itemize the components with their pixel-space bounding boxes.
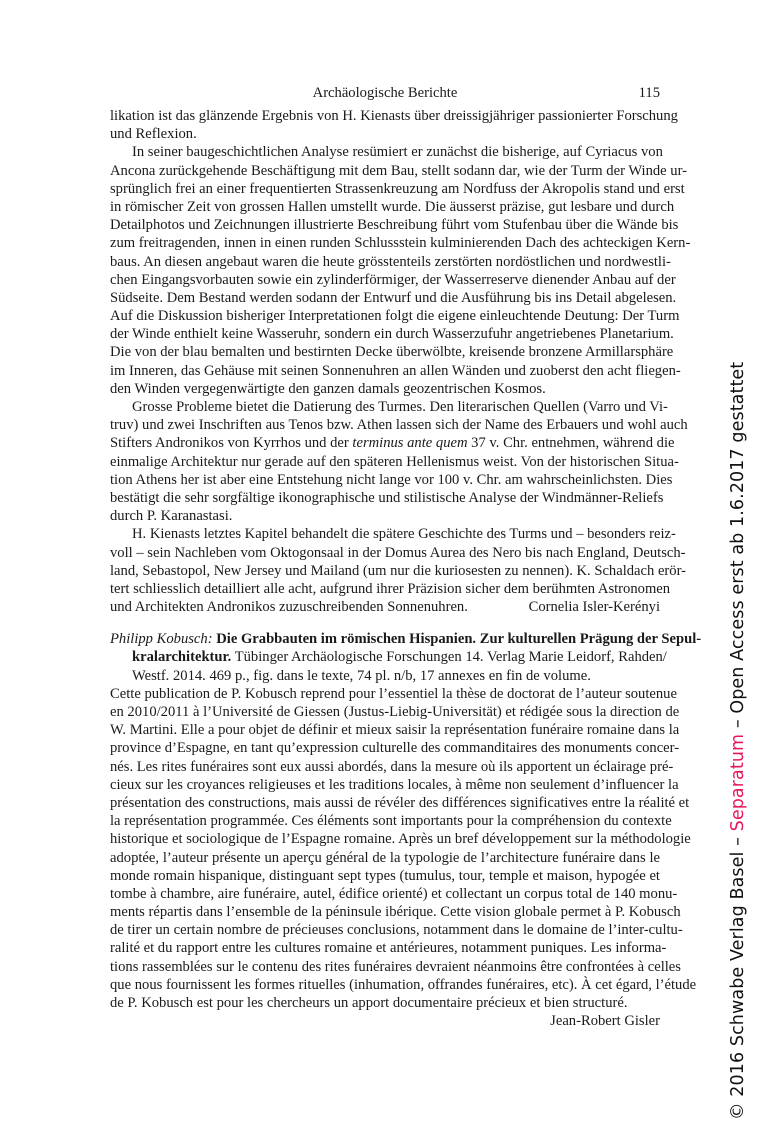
- copyright-text: © 2016 Schwabe Verlag Basel –: [728, 831, 748, 1120]
- section-gap: [110, 616, 660, 630]
- text-line: land, Sebastopol, New Jersey und Mailand (um nur die kuriosesten zu nennen). K. Schaldach erör-: [110, 562, 687, 579]
- text-line: tert schliesslich detailliert alle acht, aufgrund ihrer Präzision sicher dem berühmten Astronomen: [110, 580, 671, 597]
- review-turm-der-winde: [110, 107, 691, 616]
- text-line: que nous fournissent les formes rituelles (inhumation, offrandes funéraires, etc). À cet égard, l’étude: [110, 976, 697, 993]
- page-number: 115: [638, 85, 660, 101]
- document-page: [110, 84, 702, 1030]
- text-line: province d’Espagne, en tant qu’expression culturelle des commanditaires des monuments concer-: [110, 740, 680, 757]
- text-line: truv) und zwei Inschriften aus Tenos bzw. Athen lassen sich der Name des Erbauers und wohl auch: [110, 417, 688, 434]
- text-line: und Reflexion.: [110, 126, 197, 143]
- text-line: adoptée, l’auteur présente un aperçu général de la typologie de l’architecture funéraire dans le: [110, 849, 660, 866]
- text-line: Grosse Probleme bietet die Datierung des Turmes. Den literarischen Quellen (Varro und Vi-: [132, 399, 668, 415]
- text-line: In seiner baugeschichtlichen Analyse resümiert er zunächst die bisherige, auf Cyriacus von: [132, 144, 663, 161]
- book-series: Tübinger Archäologische Forschungen 14. Verlag Marie Leidorf, Rahden/: [231, 649, 667, 666]
- text-line: baus. An diesen angebaut waren die heute grösstenteils zerstörten nordöstlichen und nordwestli-: [110, 253, 671, 270]
- text-line: ralité et du rapport entre les cultures romaine et antérieures, notamment puniques. Les informa-: [110, 940, 667, 957]
- reviewer-signature: Jean-Robert Gisler: [550, 1013, 660, 1030]
- text-line: W. Martini. Elle a pour objet de définir et mieux saisir la représentation funéraire romaine dans la: [110, 722, 680, 739]
- text-line: bestätigt die sehr sorgfältige ikonographische und stilistische Analyse der Windmänner-Reliefs: [110, 489, 664, 506]
- text-line: der Winde enthielt keine Wasseruhr, sondern ein durch Wasserzufuhr angetriebenes Planetarium.: [110, 326, 674, 343]
- text-line: einmalige Architektur nur gerade auf den späteren Hellenismus weist. Von der historischen Situa-: [110, 453, 679, 470]
- copyright-sidebar: [728, 180, 748, 1120]
- text-line: H. Kienasts letztes Kapitel behandelt die spätere Geschichte des Turms und – besonders reiz-: [132, 526, 676, 543]
- text-line: [110, 434, 675, 452]
- text-line: den Winden vergegenwärtigte den ganzen damals geozentrischen Kosmos.: [110, 380, 546, 397]
- text-line: sprünglich frei an einer frequentierten Strassenkreuzung am Nordfuss der Akropolis stand und erst: [110, 180, 685, 197]
- bibliographic-entry-line: [110, 630, 702, 648]
- text-line: Südseite. Dem Bestand werden sodann der Entwurf und die Ausführung bis ins Detail abgelesen.: [110, 289, 677, 306]
- text-line: likation ist das glänzende Ergebnis von H. Kienasts über dreissigjähriger passionierter Forschung: [110, 108, 678, 124]
- reviewer-signature: Cornelia Isler-Kerényi: [528, 599, 660, 616]
- text-line: durch P. Karanastasi.: [110, 508, 233, 525]
- text-line: tion Athens her ist aber eine Entstehung nicht lange vor 100 v. Chr. am wahrscheinlichsten. Dies: [110, 471, 673, 488]
- running-title: Archäologische Berichte: [312, 85, 458, 101]
- text-line: la représentation programmée. Ces éléments sont importants pour la compréhension du contexte: [110, 813, 672, 830]
- bibliographic-entry-line: [110, 648, 667, 666]
- text-line: zum freitragenden, innen in einen runden Schlussstein kulminierenden Dach des achteckigen Kern-: [110, 235, 691, 252]
- text-line: chen Eingangsvorbauten sowie ein zylinderförmiger, der Wasserreserve dienender Anbau auf der: [110, 271, 676, 288]
- text-line: de P. Kobusch est pour les chercheurs un apport documentaire précieux et bien structuré.: [110, 995, 628, 1011]
- running-header: [110, 84, 660, 104]
- text-span: 37 v. Chr. entnehmen, während die: [467, 435, 675, 452]
- text-line: présentation des constructions, mais aussi de révéler des différences significatives entre la réalité et: [110, 794, 690, 811]
- text-span: Stifters Andronikos von Kyrrhos und der: [110, 435, 353, 452]
- open-access-notice: – Open Access erst ab 1.6.2017 gestattet: [728, 361, 748, 734]
- text-line: voll – sein Nachleben vom Oktogonsaal in der Domus Aurea des Nero bis nach England, Deutsch-: [110, 544, 686, 561]
- text-line: Die von der blau bemalten und bestirnten Decke überwölbte, kreisende bronzene Armillarsphäre: [110, 344, 674, 361]
- text-line: historique et sociologique de l’Espagne romaine. Après un bref développement sur la méthodologie: [110, 831, 691, 848]
- text-line: Detailphotos und Zeichnungen illustrierte Beschreibung führt vom Stufenbau über die Wände bis: [110, 217, 679, 234]
- text-line: cieux sur les croyances religieuses et les traditions locales, à même non seulement d’influencer la: [110, 776, 679, 793]
- book-title: Die Grabbauten im römischen Hispanien. Zur kulturellen Prägung der Sepul-: [216, 631, 702, 648]
- text-line: monde romain hispanique, distinguant sept types (tumulus, tour, temple et maison, hypogée et: [110, 867, 660, 884]
- latin-term: terminus ante quem: [352, 435, 468, 452]
- text-line: im Inneren, das Gehäuse mit seinen Sonnenuhren an allen Wänden und zuoberst den acht fliegen-: [110, 362, 681, 379]
- text-line: Auf die Diskussion bisheriger Interpretationen folgt die eigene einleuchtende Deutung: Der Turm: [110, 308, 680, 325]
- text-line: Ancona zurückgehende Beschäftigung mit dem Bau, stellt sodann dar, wie der Turm der Winde ur-: [110, 162, 688, 179]
- closing-line-with-signature: [110, 598, 660, 616]
- text-line: ments répartis dans l’ensemble de la péninsule ibérique. Cette vision globale permet à P. Kobusch: [110, 904, 681, 921]
- text-line: nés. Les rites funéraires sont eux aussi abordés, dans la mesure où ils apportent un éclairage pré-: [110, 758, 674, 775]
- book-title-cont: kralarchitektur.: [132, 649, 232, 666]
- text-line: tombe à chambre, aire funéraire, autel, édifice orienté) et collectant un corpus total de 140 monu-: [110, 885, 678, 902]
- separatum-label: Separatum: [728, 733, 748, 832]
- review-kobusch: [110, 630, 702, 1030]
- text-line: in römischer Zeit von grossen Hallen umstellt wurde. Die äusserst präzise, gut lesbare und durch: [110, 198, 675, 215]
- text-line: tions rassemblées sur le contenu des rites funéraires devraient néanmoins être confrontées à celles: [110, 958, 681, 975]
- text-line: Cette publication de P. Kobusch reprend pour l’essentiel la thèse de doctorat de l’auteur soutenue: [110, 685, 677, 702]
- bibliographic-entry-line: Westf. 2014. 469 p., fig. dans le texte, 74 pl. n/b, 17 annexes en fin de volume.: [132, 667, 591, 684]
- text-line: en 2010/2011 à l’Université de Giessen (Justus-Liebig-Universität) et rédigée sous la direction de: [110, 704, 680, 720]
- text-line: de tirer un certain nombre de précieuses conclusions, notamment dans le domaine de l’inter-cultu-: [110, 922, 683, 939]
- book-author: Philipp Kobusch:: [110, 631, 213, 648]
- text-line: und Architekten Andronikos zuzuschreibenden Sonnenuhren.: [110, 599, 468, 616]
